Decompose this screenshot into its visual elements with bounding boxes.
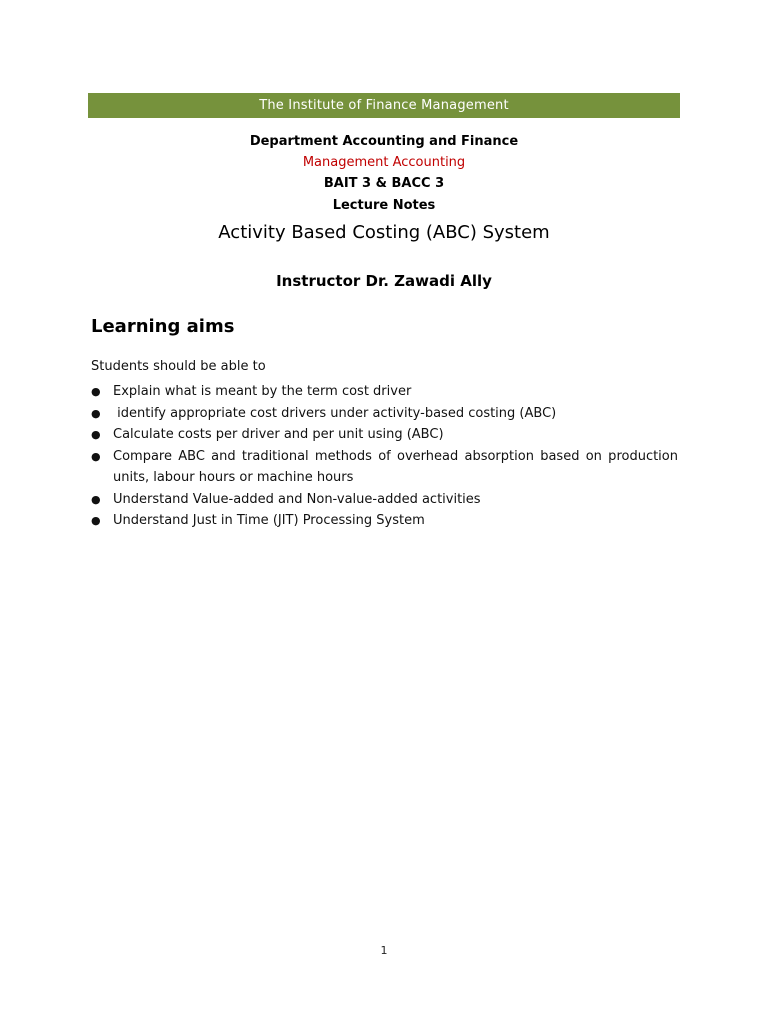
bullet-icon: ● <box>91 385 101 398</box>
list-item <box>91 381 678 403</box>
list-item-text: Explain what is meant by the term cost driver <box>113 384 412 399</box>
list-item-text: identify appropriate cost drivers under activity-based costing (ABC) <box>113 405 557 421</box>
list-item <box>91 424 678 446</box>
learning-aims-intro: Students should be able to <box>91 359 266 374</box>
learning-aims-list <box>91 381 678 532</box>
instructor-name: Instructor Dr. Zawadi Ally <box>276 272 492 290</box>
list-item-text: Calculate costs per driver and per unit using (ABC) <box>113 427 444 442</box>
programme-codes: BAIT 3 & BACC 3 <box>323 176 445 191</box>
list-item-text: Understand Just in Time (JIT) Processing System <box>113 513 425 528</box>
course-name: Management Accounting <box>302 155 466 170</box>
learning-aims-heading: Learning aims <box>91 316 235 337</box>
list-item <box>91 510 678 532</box>
department-line: Department Accounting and Finance <box>249 134 519 149</box>
bullet-icon: ● <box>91 514 101 527</box>
list-item <box>91 446 678 489</box>
list-item <box>91 403 678 425</box>
bullet-icon: ● <box>91 428 101 441</box>
list-item <box>91 489 678 511</box>
page-number: 1 <box>380 944 388 957</box>
bullet-icon: ● <box>91 449 101 463</box>
bullet-icon: ● <box>91 406 101 420</box>
list-item-text: Understand Value-added and Non-value-added activities <box>113 491 481 507</box>
document-type: Lecture Notes <box>332 198 436 213</box>
institution-banner: The Institute of Finance Management <box>88 93 680 118</box>
list-item-text: Compare ABC and traditional methods of overhead absorption based on production units, labour hours or machine hours <box>113 448 678 485</box>
bullet-icon: ● <box>91 492 101 506</box>
document-title: Activity Based Costing (ABC) System <box>218 222 550 243</box>
